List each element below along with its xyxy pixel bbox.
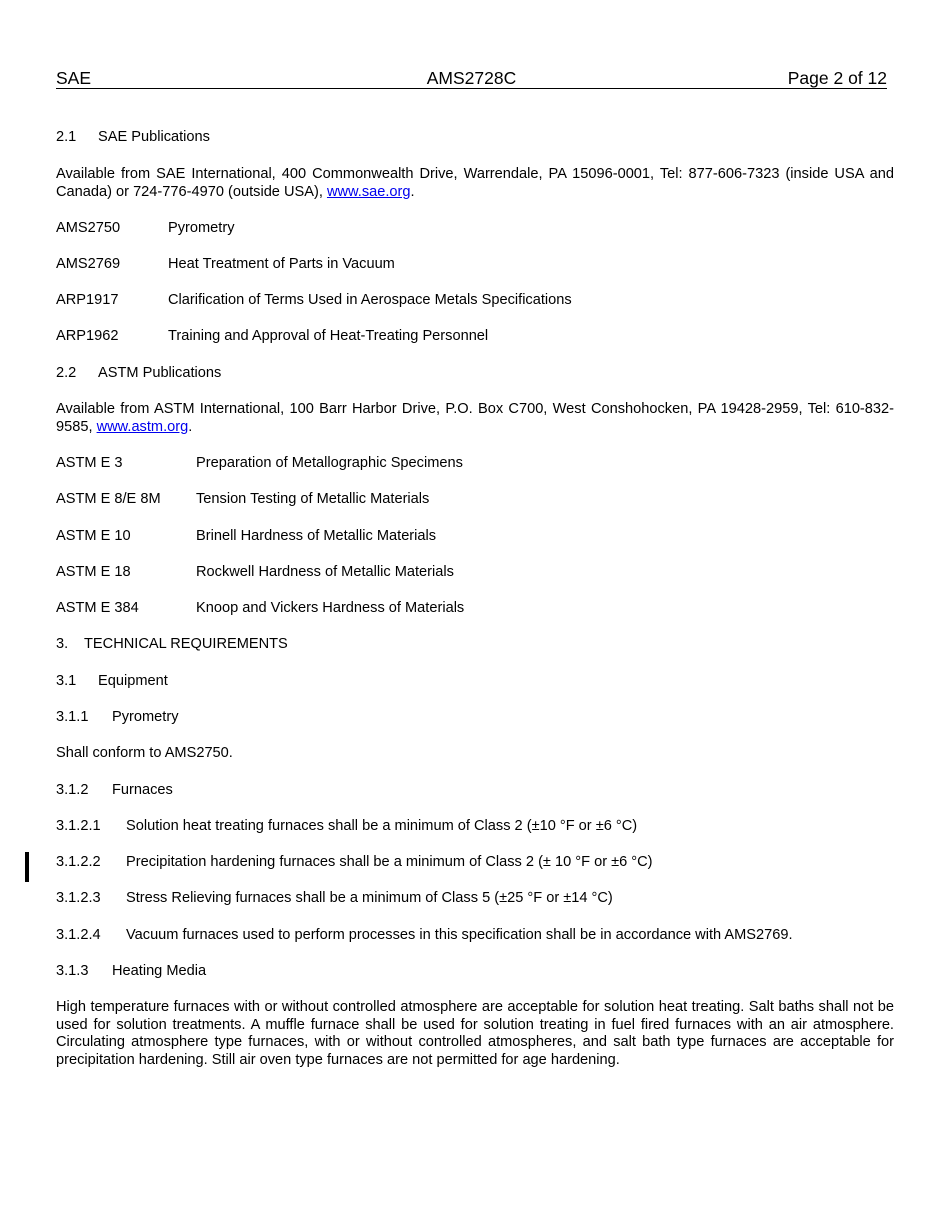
section-number: 3.1 xyxy=(56,673,77,689)
header-page-number: Page 2 of 12 xyxy=(787,68,887,88)
paragraph-text: Stress Relieving furnaces shall be a minimum of Class 5 (±25 °F or ±14 °C) xyxy=(126,890,613,906)
availability-text: Available from SAE International, 400 Commonwealth Drive, Warrendale, PA 15096-0001, Tel: 877-606-7323 (inside USA and Canada) or 724-776-4970 (outside USA), xyxy=(56,166,894,200)
reference-title: Clarification of Terms Used in Aerospace Metals Specifications xyxy=(168,292,572,308)
section-title: ASTM Publications xyxy=(98,365,222,381)
paragraph-text: Solution heat treating furnaces shall be a minimum of Class 2 (±10 °F or ±6 °C) xyxy=(126,818,638,834)
document-page xyxy=(56,0,894,1230)
reference-title: Heat Treatment of Parts in Vacuum xyxy=(168,256,395,272)
reference-title: Tension Testing of Metallic Materials xyxy=(196,491,430,507)
reference-code: ASTM E 384 xyxy=(56,600,139,616)
pyrometry-body: Shall conform to AMS2750. xyxy=(56,745,233,761)
availability-text: Available from ASTM International, 100 Barr Harbor Drive, P.O. Box C700, West Conshohocken, PA 19428-2959, Tel: 610-832-9585, xyxy=(56,401,894,435)
reference-code: ASTM E 8/E 8M xyxy=(56,491,161,507)
section-number: 2.2 xyxy=(56,365,77,381)
punctuation: . xyxy=(410,183,415,200)
page-header xyxy=(56,68,887,89)
astm-availability-paragraph xyxy=(56,401,894,436)
revision-change-bar xyxy=(25,852,29,882)
paragraph-number: 3.1.2.2 xyxy=(56,854,101,870)
reference-title: Training and Approval of Heat-Treating Personnel xyxy=(168,328,489,344)
section-2-2-heading xyxy=(56,365,894,383)
paragraph-text: Vacuum furnaces used to perform processes in this specification shall be in accordance with AMS2769. xyxy=(126,927,793,943)
section-title: Furnaces xyxy=(112,782,173,798)
section-number: 3.1.2 xyxy=(56,782,89,798)
paragraph-text: Precipitation hardening furnaces shall be a minimum of Class 2 (± 10 °F or ±6 °C) xyxy=(126,854,653,870)
header-doc-number: AMS2728C xyxy=(426,68,517,88)
reference-title: Knoop and Vickers Hardness of Materials xyxy=(196,600,465,616)
reference-code: ASTM E 3 xyxy=(56,455,123,471)
section-title: Heating Media xyxy=(112,963,207,979)
sae-availability-paragraph xyxy=(56,166,894,201)
punctuation: . xyxy=(188,418,193,435)
section-number: 3.1.1 xyxy=(56,709,89,725)
section-title: TECHNICAL REQUIREMENTS xyxy=(84,636,288,652)
reference-code: ASTM E 18 xyxy=(56,564,131,580)
section-title: Equipment xyxy=(98,673,168,689)
section-3-1-3-heading xyxy=(56,963,894,981)
section-2-1-heading xyxy=(56,129,894,147)
reference-code: ARP1917 xyxy=(56,292,119,308)
reference-code: AMS2750 xyxy=(56,220,121,236)
furnace-requirement xyxy=(56,927,894,945)
furnace-requirement xyxy=(56,818,894,836)
furnace-requirement xyxy=(56,854,894,872)
section-number: 3. xyxy=(56,636,69,652)
header-org: SAE xyxy=(56,68,92,88)
section-3-1-1-heading xyxy=(56,709,894,727)
reference-code: AMS2769 xyxy=(56,256,121,272)
reference-title: Pyrometry xyxy=(168,220,235,236)
section-title: SAE Publications xyxy=(98,129,210,145)
heating-media-body: High temperature furnaces with or without controlled atmosphere are acceptable for solution heat treating. Salt baths shall not be used for solution treatments. A muffle furnace shall be used for solution treating in fuel fired furnaces with an air atmosphere. Circulating atmosphere type furnaces, with or without controlled atmospheres, and salt bath type furnaces are acceptable for precipitation hardening. Still air oven type furnaces are not permitted for age hardening. xyxy=(56,999,894,1068)
section-3-heading xyxy=(56,636,894,654)
astm-website-link[interactable]: www.astm.org xyxy=(96,418,189,435)
reference-code: ARP1962 xyxy=(56,328,119,344)
reference-code: ASTM E 10 xyxy=(56,528,131,544)
section-3-1-2-heading xyxy=(56,782,894,800)
section-3-1-heading xyxy=(56,673,894,691)
section-title: Pyrometry xyxy=(112,709,179,725)
paragraph-number: 3.1.2.4 xyxy=(56,927,101,943)
section-number: 3.1.3 xyxy=(56,963,89,979)
reference-title: Brinell Hardness of Metallic Materials xyxy=(196,528,437,544)
reference-title: Preparation of Metallographic Specimens xyxy=(196,455,463,471)
paragraph-number: 3.1.2.3 xyxy=(56,890,101,906)
reference-title: Rockwell Hardness of Metallic Materials xyxy=(196,564,454,580)
paragraph-number: 3.1.2.1 xyxy=(56,818,101,834)
sae-website-link[interactable]: www.sae.org xyxy=(326,183,411,200)
section-number: 2.1 xyxy=(56,129,77,145)
furnace-requirement xyxy=(56,890,894,908)
